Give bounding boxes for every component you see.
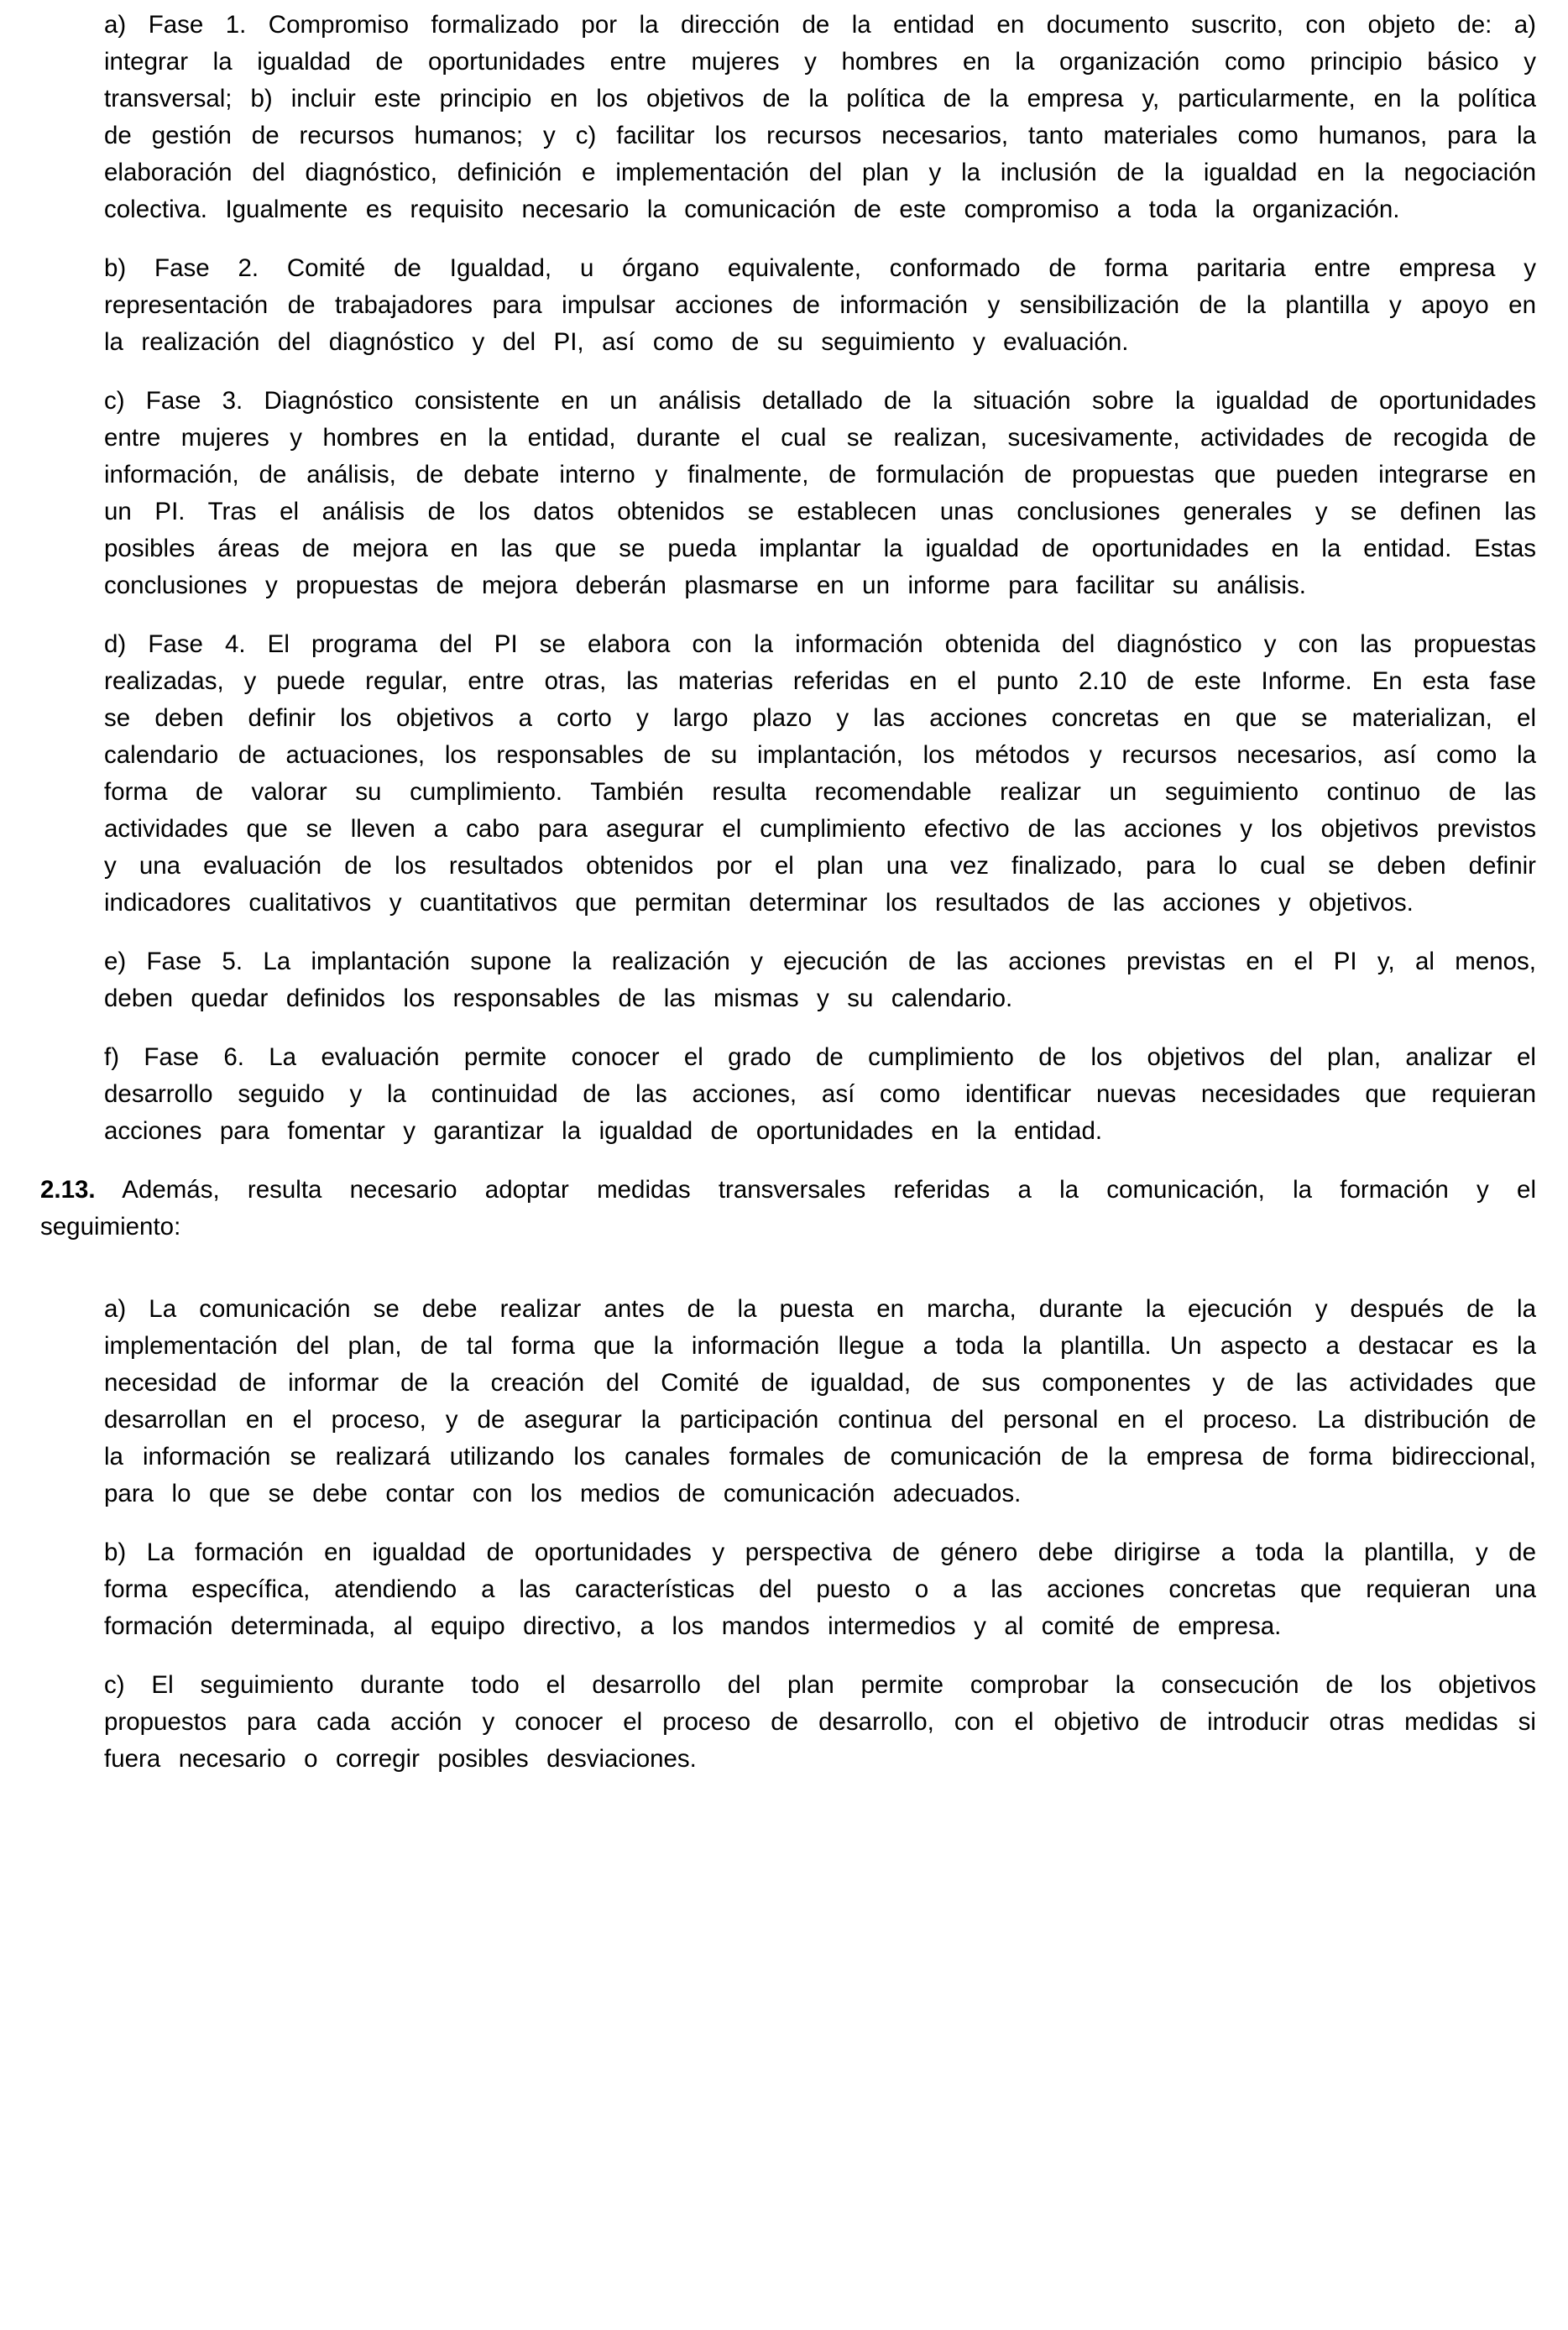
paragraph-fase-6: f) Fase 6. La evaluación permite conocer el grado de cumplimiento de los objetivos del plan, analizar el desarrollo seguido y la continuidad de las acciones, así como identificar nuevas necesidades que requieran acciones para fomentar y garantizar la igualdad de oportunidades en la entidad. (104, 1043, 1536, 1145)
paragraph-fase-3: c) Fase 3. Diagnóstico consistente en un análisis detallado de la situación sobre la igualdad de oportunidades entre mujeres y hombres en la entidad, durante el cual se realizan, sucesivamente, actividades de recogida de información, de análisis, de debate interno y finalmente, de formulación de propuestas que pueden integrarse en un PI. Tras el análisis de los datos obtenidos se establecen unas conclusiones generales y se definen las posibles áreas de mejora en las que se pueda implantar la igualdad de oportunidades en la entidad. Estas conclusiones y propuestas de mejora deberán plasmarse en un informe para facilitar su análisis. (104, 387, 1536, 599)
clause-number: 2.13. (40, 1176, 96, 1204)
paragraph-measure-seguimiento: c) El seguimiento durante todo el desarrollo del plan permite comprobar la consecución de los objetivos propuestos para cada acción y conocer el proceso de desarrollo, con el objetivo de introducir otras medidas si fuera necesario o corregir posibles desviaciones. (104, 1671, 1536, 1773)
paragraph-fase-1: a) Fase 1. Compromiso formalizado por la dirección de la entidad en documento suscrito, con objeto de: a) integrar la igualdad de oportunidades entre mujeres y hombres en la organización como principio básico y transversal; b) incluir este principio en los objetivos de la política de la empresa y, particularmente, en la política de gestión de recursos humanos; y c) facilitar los recursos necesarios, tanto materiales como humanos, para la elaboración del diagnóstico, definición e implementación del plan y la inclusión de la igualdad en la negociación colectiva. Igualmente es requisito necesario la comunicación de este compromiso a toda la organización. (104, 11, 1536, 223)
paragraph-measure-formacion: b) La formación en igualdad de oportunidades y perspectiva de género debe dirigirse a toda la plantilla, y de forma específica, atendiendo a las características del puesto o a las acciones concretas que requieran una formación determinada, al equipo directivo, a los mandos intermedios y al comité de empresa. (104, 1539, 1536, 1640)
paragraph-fase-4: d) Fase 4. El programa del PI se elabora con la información obtenida del diagnóstico y con las propuestas realizadas, y puede regular, entre otras, las materias referidas en el punto 2.10 de este Informe. En esta fase se deben definir los objetivos a corto y largo plazo y las acciones concretas en que se materializan, el calendario de actuaciones, los responsables de su implantación, los métodos y recursos necesarios, así como la forma de valorar su cumplimiento. También resulta recomendable realizar un seguimiento continuo de las actividades que se lleven a cabo para asegurar el cumplimiento efectivo de las acciones y los objetivos previstos y una evaluación de los resultados obtenidos por el plan una vez finalizado, para lo cual se deben definir indicadores cualitativos y cuantitativos que permitan determinar los resultados de las acciones y objetivos. (104, 630, 1536, 917)
paragraph-clause-2-13 (40, 1172, 1536, 1246)
clause-text: Además, resulta necesario adoptar medidas transversales referidas a la comunicación, la formación y el seguimiento: (40, 1176, 1536, 1241)
paragraph-measure-comunicacion: a) La comunicación se debe realizar antes de la puesta en marcha, durante la ejecución y después de la implementación del plan, de tal forma que la información llegue a toda la plantilla. Un aspecto a destacar es la necesidad de informar de la creación del Comité de igualdad, de sus componentes y de las actividades que desarrollan en el proceso, y de asegurar la participación continua del personal en el proceso. La distribución de la información se realizará utilizando los canales formales de comunicación de la empresa de forma bidireccional, para lo que se debe contar con los medios de comunicación adecuados. (104, 1295, 1536, 1507)
paragraph-fase-5: e) Fase 5. La implantación supone la realización y ejecución de las acciones previstas en el PI y, al menos, deben quedar definidos los responsables de las mismas y su calendario. (104, 948, 1536, 1012)
paragraph-fase-2: b) Fase 2. Comité de Igualdad, u órgano equivalente, conformado de forma paritaria entre empresa y representación de trabajadores para impulsar acciones de información y sensibilización de la plantilla y apoyo en la realización del diagnóstico y del PI, así como de su seguimiento y evaluación. (104, 254, 1536, 356)
